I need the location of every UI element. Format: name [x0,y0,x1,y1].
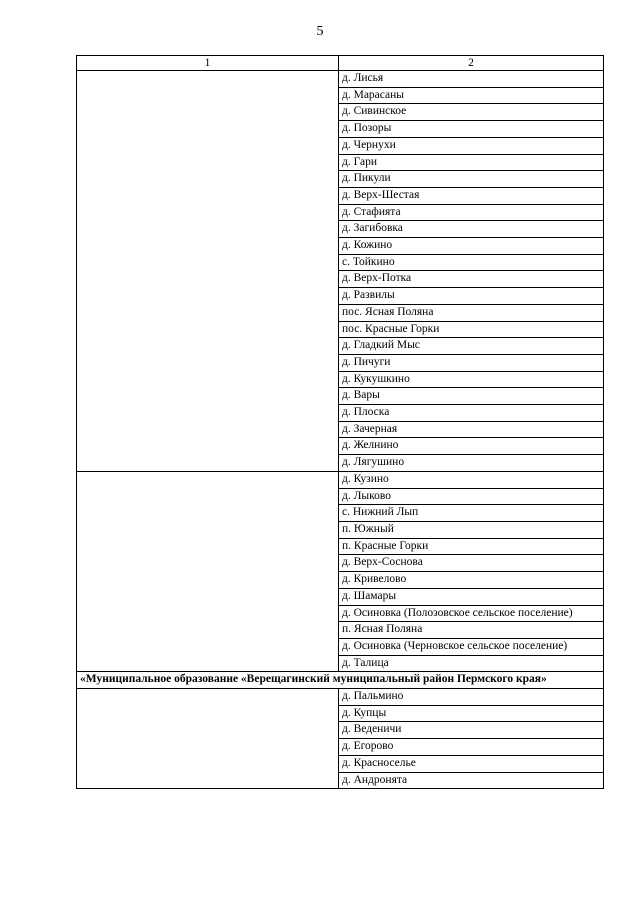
settlement-cell: д. Веденичи [339,722,604,739]
settlement-cell: д. Осиновка (Полозовское сельское поселение) [339,605,604,622]
settlement-cell: д. Пичуги [339,354,604,371]
settlement-cell: пос. Ясная Поляна [339,304,604,321]
settlement-cell: д. Лягушино [339,455,604,472]
settlement-cell: д. Кузино [339,471,604,488]
settlement-cell: д. Желнино [339,438,604,455]
settlement-cell: п. Ясная Поляна [339,622,604,639]
settlement-cell: п. Красные Горки [339,538,604,555]
settlement-cell: пос. Красные Горки [339,321,604,338]
settlement-cell: д. Зачерная [339,421,604,438]
district-cell [77,471,339,671]
settlement-cell: с. Нижний Лып [339,505,604,522]
settlement-cell: д. Верх-Шестая [339,187,604,204]
header-col-1: 1 [77,56,339,71]
settlement-cell: д. Лыково [339,488,604,505]
settlement-cell: д. Талица [339,655,604,672]
settlement-cell: д. Загибовка [339,221,604,238]
settlement-cell: д. Пикули [339,171,604,188]
settlement-cell: д. Кукушкино [339,371,604,388]
settlement-cell: д. Пальмино [339,689,604,706]
settlement-cell: п. Южный [339,521,604,538]
settlement-cell: д. Купцы [339,705,604,722]
table-row [77,471,604,488]
header-col-2: 2 [339,56,604,71]
settlement-cell: д. Егорово [339,739,604,756]
settlement-cell: д. Осиновка (Черновское сельское поселение) [339,638,604,655]
section-title: «Муниципальное образование «Верещагинский муниципальный район Пермского края» [77,672,604,689]
settlement-cell: д. Гладкий Мыс [339,338,604,355]
settlement-cell: д. Кожино [339,238,604,255]
settlement-cell: д. Позоры [339,121,604,138]
table-row [77,689,604,706]
page-number: 5 [316,24,324,39]
district-cell [77,689,339,789]
settlement-cell: д. Верх-Потка [339,271,604,288]
settlement-cell: д. Шамары [339,588,604,605]
table-row [77,71,604,88]
settlement-cell: с. Тойкино [339,254,604,271]
settlement-cell: д. Развилы [339,288,604,305]
settlement-cell: д. Андронята [339,772,604,789]
settlement-cell: д. Верх-Соснова [339,555,604,572]
settlement-cell: д. Гари [339,154,604,171]
settlement-cell: д. Красноселье [339,755,604,772]
section-row [77,672,604,689]
settlement-cell: д. Плоска [339,405,604,422]
district-cell [77,71,339,472]
settlement-cell: д. Лисья [339,71,604,88]
settlement-cell: д. Вары [339,388,604,405]
settlement-cell: д. Марасаны [339,87,604,104]
settlement-cell: д. Чернухи [339,137,604,154]
settlements-table [76,55,604,789]
settlement-cell: д. Стафията [339,204,604,221]
settlement-cell: д. Сивинское [339,104,604,121]
settlement-cell: д. Кривелово [339,572,604,589]
table-header-row [77,56,604,71]
